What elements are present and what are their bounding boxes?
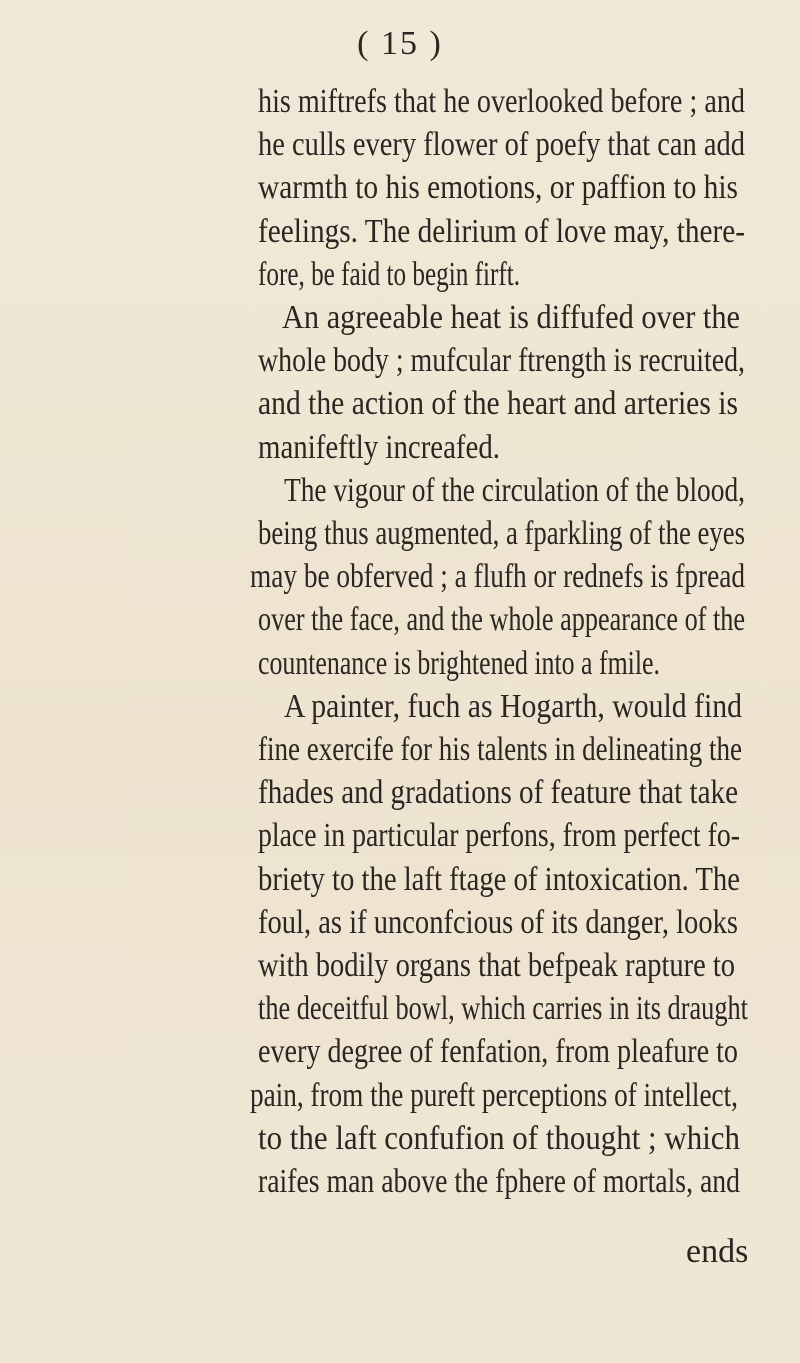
text-line	[0, 987, 800, 1031]
text-line	[0, 814, 800, 858]
text-line-content: being thus augmented, a fparkling of the eyes	[258, 515, 746, 552]
text-line	[0, 210, 800, 254]
text-line	[0, 123, 800, 167]
text-line-content: raifes man above the fphere of mortals, and	[258, 1163, 741, 1200]
text-line-content: A painter, fuch as Hogarth, would find	[284, 687, 742, 725]
text-line-content: his miftrefs that he overlooked before ; and	[258, 83, 745, 120]
text-line	[0, 339, 800, 383]
text-line	[0, 598, 800, 642]
text-line	[0, 469, 800, 513]
text-line	[0, 771, 800, 815]
text-line	[0, 944, 800, 988]
text-line-content: fine exercife for his talents in delineating the	[258, 731, 742, 768]
text-line	[0, 512, 800, 556]
text-line-content: every degree of fenfation, from pleafure to	[258, 1033, 738, 1071]
text-line-content: The vigour of the circulation of the blood,	[284, 471, 746, 509]
text-line-content: may be obferved ; a flufh or rednefs is fpread	[250, 558, 746, 596]
text-line	[0, 1030, 800, 1074]
text-line-content: fhades and gradations of feature that take	[258, 774, 739, 812]
text-line-content: he culls every flower of poefy that can add	[258, 126, 745, 164]
text-line-content: over the face, and the whole appearance of the	[258, 601, 746, 639]
text-line-content: pain, from the pureft perceptions of intellect,	[250, 1076, 738, 1114]
text-line	[0, 642, 800, 686]
text-line	[0, 253, 800, 297]
text-line	[0, 426, 800, 470]
text-line-content: whole body ; mufcular ftrength is recruited,	[258, 342, 745, 380]
text-line	[0, 858, 800, 902]
text-line	[0, 1074, 800, 1118]
text-line	[0, 555, 800, 599]
text-line	[0, 166, 800, 210]
text-line	[0, 382, 800, 426]
text-line-content: foul, as if unconfcious of its danger, looks	[258, 903, 738, 941]
text-line-content: feelings. The delirium of love may, there-	[258, 212, 745, 250]
text-line	[0, 80, 800, 124]
text-line-content: with bodily organs that befpeak rapture to	[258, 947, 735, 984]
text-line-content: the deceitful bowl, which carries in its draught	[258, 990, 749, 1028]
text-line-content: manifeftly increafed.	[258, 428, 501, 466]
text-line-content: warmth to his emotions, or paffion to his	[258, 169, 739, 207]
text-line	[0, 728, 800, 772]
text-line-content: and the action of the heart and arteries is	[258, 385, 738, 423]
catchword: ends	[686, 1233, 749, 1270]
text-line-content: briety to the laft ftage of intoxication. The	[258, 860, 740, 898]
text-line-content: fore, be faid to begin firft.	[258, 255, 520, 293]
text-line	[0, 901, 800, 945]
text-line-content: countenance is brightened into a fmile.	[258, 644, 660, 682]
text-line	[0, 296, 800, 340]
text-line	[0, 685, 800, 729]
text-line	[0, 1117, 800, 1161]
text-line-content: place in particular perfons, from perfect fo-	[258, 817, 740, 855]
text-line-content: to the laft confufion of thought ; which	[258, 1119, 741, 1157]
page-number: ( 15 )	[357, 25, 443, 62]
text-line-content: An agreeable heat is diffufed over the	[282, 299, 740, 336]
text-line	[0, 1160, 800, 1204]
